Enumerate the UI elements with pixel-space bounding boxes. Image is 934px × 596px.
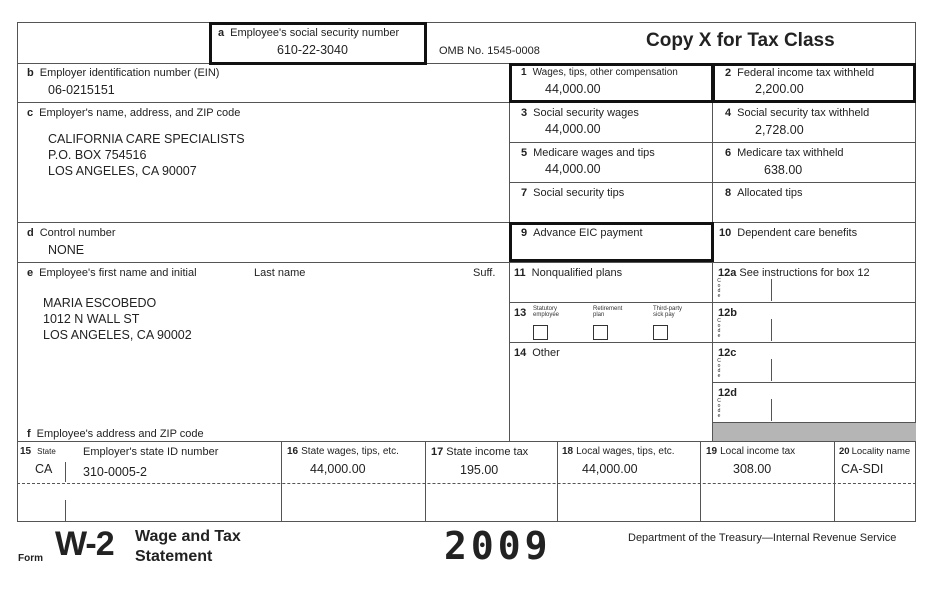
form-name: W-2 — [55, 525, 114, 563]
third-party-sick-pay-label: Third-party sick pay — [653, 306, 683, 318]
box20-value: CA-SDI — [841, 462, 884, 476]
box15-label: 15 State — [20, 446, 56, 457]
rule — [65, 500, 66, 522]
ssn-label: a Employee's social security number — [218, 27, 400, 39]
copy-title: Copy X for Tax Class — [646, 30, 835, 51]
ein-label: b Employer identification number (EIN) — [27, 67, 220, 79]
box14-label: 14 Other — [514, 347, 560, 359]
state-id-label: Employer's state ID number — [83, 446, 219, 458]
tax-year: 2009 — [444, 524, 552, 568]
box12c-label: 12c — [718, 347, 737, 359]
box5-value: 44,000.00 — [545, 162, 601, 176]
box10-label: 10 Dependent care benefits — [719, 227, 858, 239]
box16-value: 44,000.00 — [310, 462, 366, 476]
box7-label: 7 Social security tips — [521, 187, 625, 199]
ssn-value: 610-22-3040 — [277, 43, 348, 57]
box4-value: 2,728.00 — [755, 123, 804, 137]
employer-address: P.O. BOX 754516 — [48, 148, 147, 162]
box12d-label: 12d — [718, 387, 737, 399]
control-number-value: NONE — [48, 243, 85, 257]
box1-value: 44,000.00 — [545, 82, 601, 96]
box6-label: 6 Medicare tax withheld — [725, 147, 844, 159]
rule — [65, 462, 66, 482]
box2-value: 2,200.00 — [755, 82, 804, 96]
rule — [281, 441, 282, 522]
box13-number: 13 — [514, 307, 527, 319]
ein-value: 06-0215151 — [48, 83, 115, 97]
rule — [771, 279, 772, 301]
box19-label: 19 Local income tax — [706, 446, 796, 457]
box3-label: 3 Social security wages — [521, 107, 639, 119]
rule — [834, 441, 835, 522]
box19-value: 308.00 — [733, 462, 772, 476]
third-party-sick-pay-checkbox[interactable] — [653, 325, 668, 340]
box20-label: 20 Locality name — [839, 446, 911, 457]
employee-address-label: f Employee's address and ZIP code — [27, 428, 204, 440]
box9-label: 9 Advance EIC payment — [521, 227, 643, 239]
shaded-area — [713, 423, 916, 441]
retirement-plan-checkbox[interactable] — [593, 325, 608, 340]
form-title-line2: Statement — [135, 548, 213, 565]
ssn-letter: a — [218, 27, 225, 39]
employee-city: LOS ANGELES, CA 90002 — [43, 328, 192, 342]
box12b-code-label: C o d e — [717, 318, 721, 339]
form-title-line1: Wage and Tax — [135, 528, 241, 545]
rule — [557, 441, 558, 522]
box11-label: 11 Nonqualified plans — [514, 267, 623, 279]
box5-label: 5 Medicare wages and tips — [521, 147, 655, 159]
rule — [771, 399, 772, 421]
statutory-employee-label: Statutory employee — [533, 306, 560, 318]
box4-label: 4 Social security tax withheld — [725, 107, 870, 119]
box12a-code-label: C o d e — [717, 278, 721, 299]
state-value: CA — [35, 462, 53, 476]
employer-name-label: c Employer's name, address, and ZIP code — [27, 107, 241, 119]
employer-city: LOS ANGELES, CA 90007 — [48, 164, 197, 178]
employee-street: 1012 N WALL ST — [43, 312, 140, 326]
state-row-divider — [17, 483, 916, 484]
control-number-label: d Control number — [27, 227, 116, 239]
rule — [17, 222, 916, 223]
box12d-code-label: C o d e — [717, 398, 721, 419]
box18-label: 18 Local wages, tips, etc. — [562, 446, 675, 457]
state-id-value: 310-0005-2 — [83, 465, 147, 479]
box3-value: 44,000.00 — [545, 122, 601, 136]
suffix-label: Suff. — [473, 267, 496, 279]
employer-name: CALIFORNIA CARE SPECIALISTS — [48, 132, 245, 146]
retirement-plan-label: Retirement plan — [593, 306, 623, 318]
box17-label: 17 State income tax — [431, 446, 529, 458]
rule — [17, 262, 916, 263]
box6-value: 638.00 — [764, 163, 803, 177]
statutory-employee-checkbox[interactable] — [533, 325, 548, 340]
box18-value: 44,000.00 — [582, 462, 638, 476]
box17-value: 195.00 — [460, 463, 499, 477]
rule — [771, 359, 772, 381]
box1-label: 1 Wages, tips, other compensation — [521, 67, 678, 78]
rule — [425, 441, 426, 522]
box16-label: 16 State wages, tips, etc. — [287, 446, 399, 457]
rule — [700, 441, 701, 522]
rule — [17, 441, 916, 442]
rule — [771, 319, 772, 341]
last-name-label: Last name — [254, 267, 306, 279]
rule — [712, 382, 916, 383]
box12a-label: 12a See instructions for box 12 — [718, 267, 870, 279]
box8-label: 8 Allocated tips — [725, 187, 803, 199]
employee-name-label: e Employee's first name and initial — [27, 267, 197, 279]
form-word: Form — [18, 553, 43, 564]
box2-label: 2 Federal income tax withheld — [725, 67, 875, 79]
employee-name: MARIA ESCOBEDO — [43, 296, 157, 310]
omb-number: OMB No. 1545-0008 — [439, 45, 540, 57]
box12b-label: 12b — [718, 307, 737, 319]
box12c-code-label: C o d e — [717, 358, 721, 379]
department-label: Department of the Treasury—Internal Revenue Service — [628, 532, 897, 544]
